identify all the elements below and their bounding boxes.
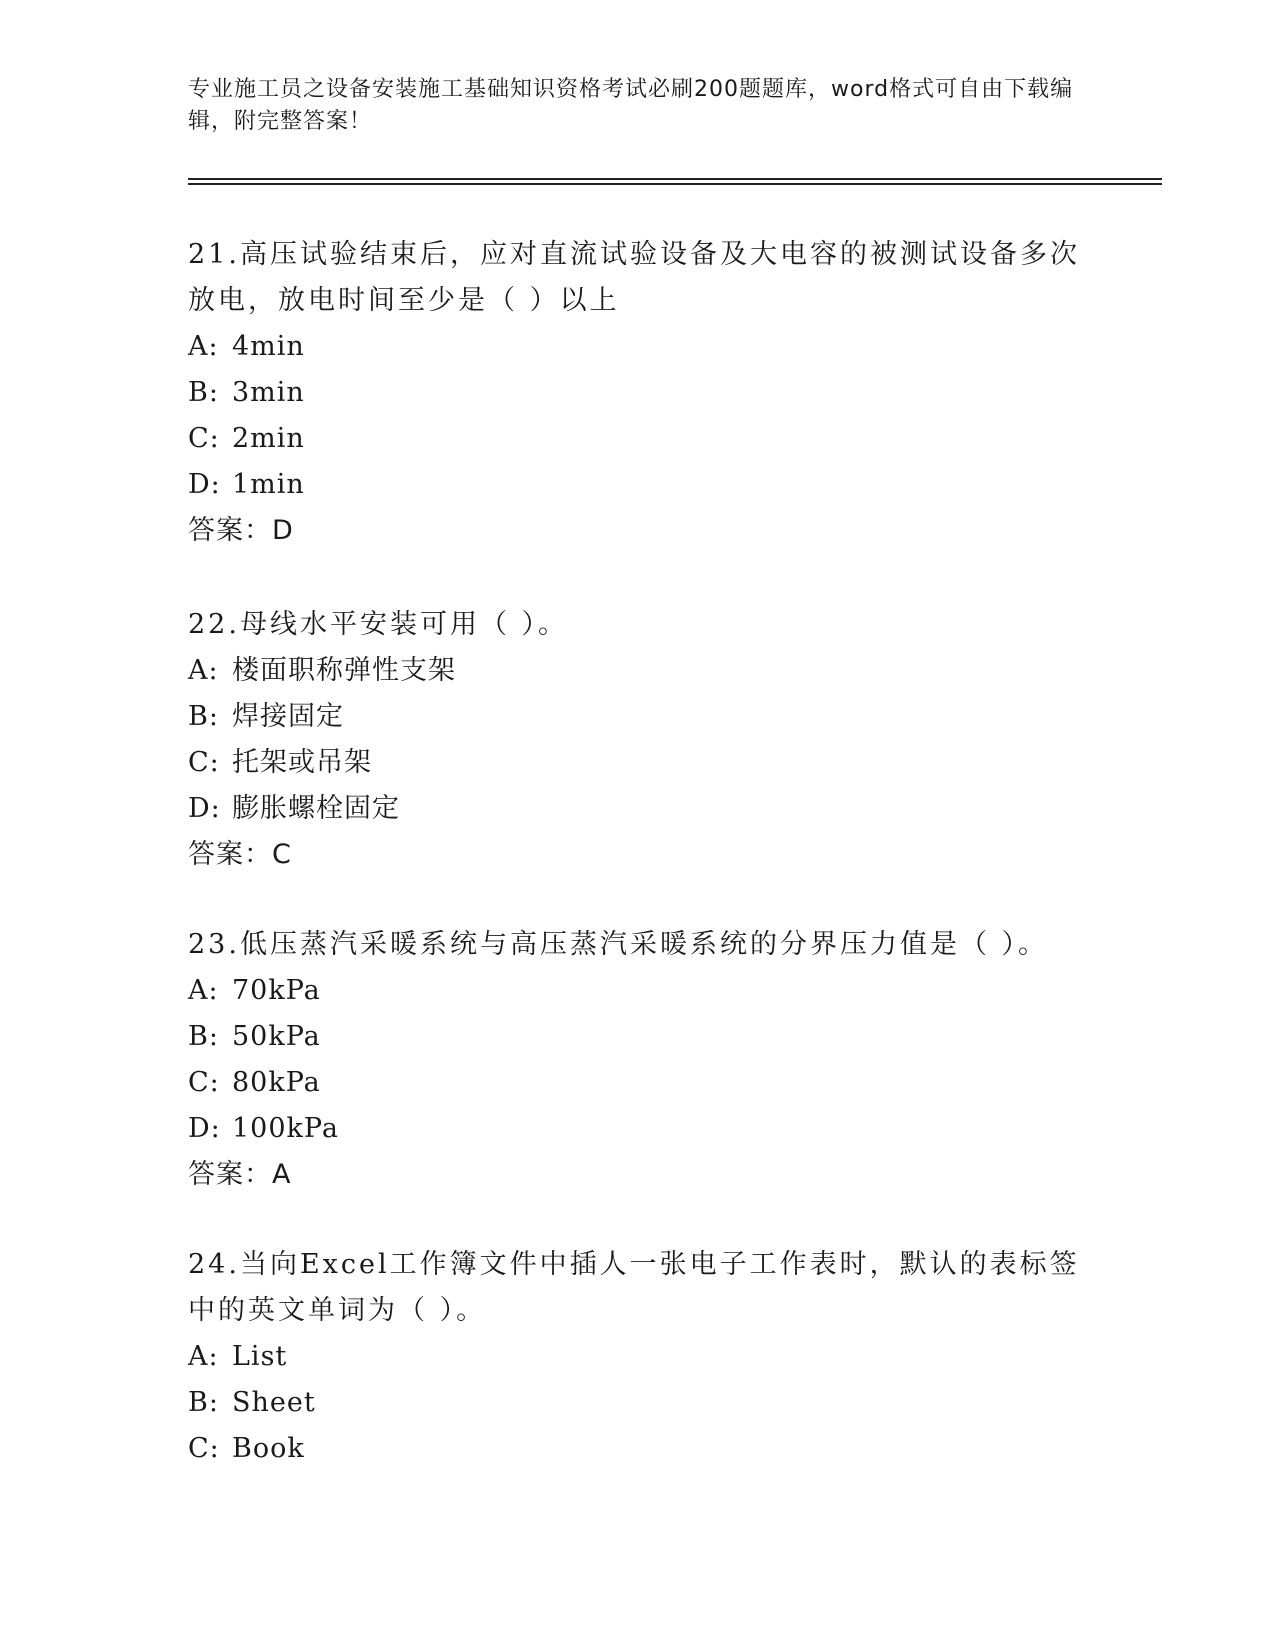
option-text: 1min [232,469,305,500]
option-letter: D: [188,793,221,824]
question-stem: 24.当向Excel工作簿文件中插人一张电子工作表时，默认的表标签中的英文单词为（ ）。 [188,1249,1080,1326]
question-23 [188,922,1088,1198]
option-letter: A: [188,975,219,1006]
option-d [188,1106,1088,1152]
option-c [188,740,1088,786]
option-a [188,1334,1088,1380]
option-d [188,462,1088,508]
option-text: 3min [232,377,305,408]
question-stem: 21.高压试验结束后，应对直流试验设备及大电容的被测试设备多次放电，放电时间至少是（ ）以上 [188,239,1080,316]
option-c [188,1426,1088,1472]
header-divider-bottom [188,183,1162,185]
option-text: 焊接固定 [232,701,344,732]
option-c [188,1060,1088,1106]
option-c [188,416,1088,462]
option-letter: B: [188,1021,219,1052]
question-stem: 22.母线水平安装可用（ ）。 [188,609,569,640]
question-24 [188,1242,1088,1472]
answer-line: 答案：D [188,515,294,546]
option-a [188,648,1088,694]
option-b [188,694,1088,740]
option-text: 50kPa [232,1021,321,1052]
option-text: 楼面职称弹性支架 [232,655,456,686]
option-b [188,370,1088,416]
option-letter: C: [188,1433,220,1464]
option-letter: B: [188,377,219,408]
option-letter: A: [188,331,219,362]
question-stem: 23.低压蒸汽采暖系统与高压蒸汽采暖系统的分界压力值是（ ）。 [188,929,1049,960]
option-b [188,1380,1088,1426]
option-b [188,1014,1088,1060]
option-letter: A: [188,1341,219,1372]
option-text: 膨胀螺栓固定 [232,793,400,824]
answer-line: 答案：C [188,839,292,870]
option-text: 4min [232,331,305,362]
option-letter: A: [188,655,219,686]
option-letter: B: [188,1387,219,1418]
option-d [188,786,1088,832]
option-letter: C: [188,1067,220,1098]
option-letter: C: [188,747,220,778]
document-header: 专业施工员之设备安装施工基础知识资格考试必刷200题题库，word格式可自由下载编辑，附完整答案！ [188,77,1074,134]
answer-line: 答案：A [188,1159,292,1190]
option-text: 70kPa [232,975,321,1006]
option-text: 100kPa [232,1113,339,1144]
option-text: 托架或吊架 [232,747,372,778]
option-a [188,968,1088,1014]
option-a [188,324,1088,370]
option-text: List [232,1341,288,1372]
option-letter: D: [188,469,221,500]
option-text: Sheet [232,1387,316,1418]
option-letter: C: [188,423,220,454]
question-21 [188,232,1088,554]
option-letter: B: [188,701,219,732]
option-text: Book [232,1433,305,1464]
option-letter: D: [188,1113,221,1144]
header-divider-top [188,178,1162,180]
question-22 [188,602,1088,878]
option-text: 80kPa [232,1067,321,1098]
option-text: 2min [232,423,305,454]
